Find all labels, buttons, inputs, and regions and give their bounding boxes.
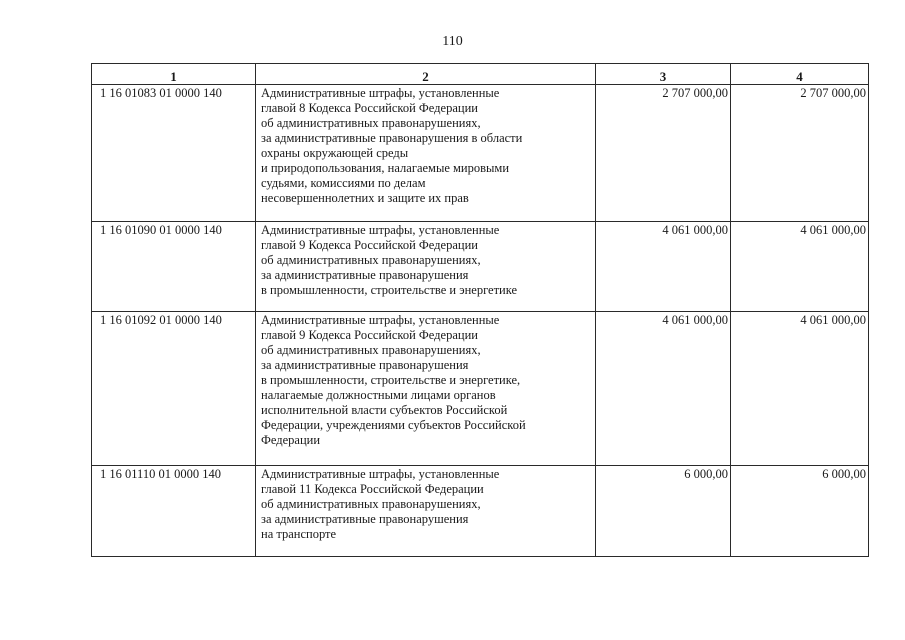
description-line: Федерации, учреждениями субъектов Российской — [261, 418, 526, 432]
table-row — [92, 222, 869, 312]
amount-col3-cell: 4 061 000,00 — [596, 312, 731, 466]
description-line: судьями, комиссиями по делам — [261, 176, 426, 190]
table-header-row — [92, 64, 869, 85]
description-line: Федерации — [261, 433, 321, 447]
description-line: за административные правонарушения — [261, 512, 469, 526]
amount-col4-cell: 6 000,00 — [731, 466, 869, 557]
description-line: главой 11 Кодекса Российской Федерации — [261, 482, 484, 496]
column-header-1: 1 — [92, 64, 256, 85]
description-line: Административные штрафы, установленные — [261, 86, 500, 100]
description-cell — [256, 312, 596, 466]
page-number: 110 — [442, 34, 463, 49]
description-line: Административные штрафы, установленные — [261, 223, 500, 237]
description-line: за административные правонарушения в области — [261, 131, 523, 145]
description-line: главой 9 Кодекса Российской Федерации — [261, 238, 478, 252]
description-cell — [256, 222, 596, 312]
budget-code-cell: 1 16 01092 01 0000 140 — [92, 312, 256, 466]
description-line: исполнительной власти субъектов Российской — [261, 403, 508, 417]
description-line: на транспорте — [261, 527, 337, 541]
description-line: главой 9 Кодекса Российской Федерации — [261, 328, 478, 342]
description-line: за административные правонарушения — [261, 268, 469, 282]
description-line: за административные правонарушения — [261, 358, 469, 372]
amount-col4-cell: 2 707 000,00 — [731, 85, 869, 222]
table-row — [92, 466, 869, 557]
description-line: об административных правонарушениях, — [261, 116, 481, 130]
description-line: Административные штрафы, установленные — [261, 467, 500, 481]
description-line: Административные штрафы, установленные — [261, 313, 500, 327]
amount-col3-cell: 4 061 000,00 — [596, 222, 731, 312]
description-cell — [256, 466, 596, 557]
table-row — [92, 85, 869, 222]
amount-col3-cell: 6 000,00 — [596, 466, 731, 557]
budget-table — [91, 63, 869, 557]
amount-col4-cell: 4 061 000,00 — [731, 312, 869, 466]
amount-col3-cell: 2 707 000,00 — [596, 85, 731, 222]
description-line: в промышленности, строительстве и энергетике — [261, 283, 518, 297]
description-line: об административных правонарушениях, — [261, 497, 481, 511]
budget-code-cell: 1 16 01083 01 0000 140 — [92, 85, 256, 222]
column-header-2: 2 — [256, 64, 596, 85]
description-line: несовершеннолетних и защите их прав — [261, 191, 469, 205]
description-line: об административных правонарушениях, — [261, 253, 481, 267]
description-line: главой 8 Кодекса Российской Федерации — [261, 101, 478, 115]
table-row — [92, 312, 869, 466]
description-cell — [256, 85, 596, 222]
description-line: и природопользования, налагаемые мировыми — [261, 161, 510, 175]
description-line: в промышленности, строительстве и энергетике, — [261, 373, 521, 387]
budget-code-cell: 1 16 01110 01 0000 140 — [92, 466, 256, 557]
column-header-3: 3 — [596, 64, 731, 85]
description-line: охраны окружающей среды — [261, 146, 409, 160]
description-line: налагаемые должностными лицами органов — [261, 388, 496, 402]
column-header-4: 4 — [731, 64, 869, 85]
amount-col4-cell: 4 061 000,00 — [731, 222, 869, 312]
description-line: об административных правонарушениях, — [261, 343, 481, 357]
budget-code-cell: 1 16 01090 01 0000 140 — [92, 222, 256, 312]
